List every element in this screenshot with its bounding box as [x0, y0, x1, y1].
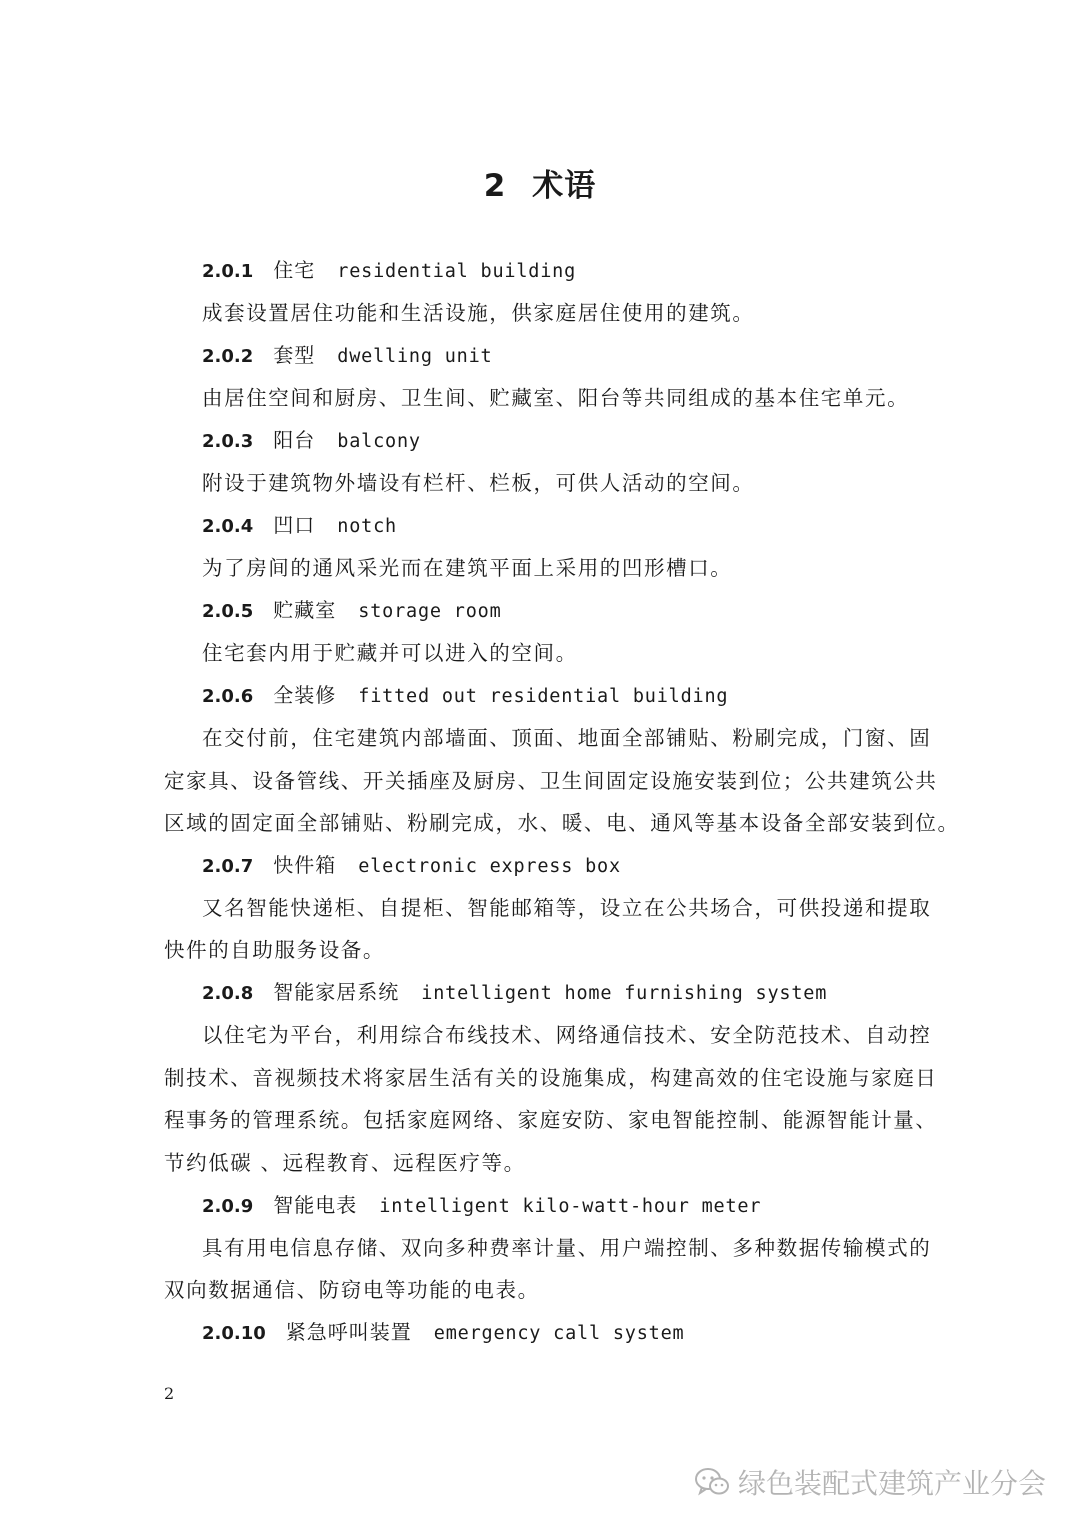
term-number: 2.0.2 [202, 346, 254, 367]
term-number: 2.0.3 [202, 431, 254, 452]
term-definition-line: 又名智能快递柜、自提柜、智能邮箱等，设立在公共场合，可供投递和提取 [202, 896, 932, 920]
term-definition-line: 成套设置居住功能和生活设施，供家庭居住使用的建筑。 [202, 301, 755, 325]
term-english: dwelling unit [337, 346, 493, 367]
term-chinese: 智能电表 [273, 1193, 358, 1217]
term-number: 2.0.9 [202, 1196, 254, 1217]
term-definition-line: 程事务的管理系统。包括家庭网络、家庭安防、家电智能控制、能源智能计量、 [164, 1108, 938, 1132]
page-number: 2 [164, 1384, 175, 1403]
term-number: 2.0.8 [202, 983, 254, 1004]
term-heading [202, 339, 492, 368]
term-chinese: 快件箱 [273, 853, 337, 877]
wechat-icon [694, 1466, 730, 1498]
term-number: 2.0.5 [202, 601, 254, 622]
term-chinese: 全装修 [273, 683, 337, 707]
term-definition-line: 双向数据通信、防窃电等功能的电表。 [164, 1278, 540, 1302]
term-number: 2.0.10 [202, 1323, 266, 1344]
chapter-heading: 术语 [532, 168, 597, 204]
term-heading [202, 424, 421, 453]
term-definition-line: 为了房间的通风采光而在建筑平面上采用的凹形槽口。 [202, 556, 733, 580]
term-english: balcony [337, 431, 421, 452]
watermark-text: 绿色装配式建筑产业分会 [737, 1467, 1046, 1500]
term-definition-line: 具有用电信息存储、双向多种费率计量、用户端控制、多种数据传输模式的 [202, 1236, 932, 1260]
term-number: 2.0.7 [202, 856, 254, 877]
term-heading [202, 849, 621, 878]
term-chinese: 贮藏室 [273, 598, 337, 622]
term-definition-line: 节约低碳 、远程教育、远程医疗等。 [164, 1151, 526, 1175]
term-english: fitted out residential building [358, 686, 729, 707]
term-english: intelligent home furnishing system [421, 983, 828, 1004]
term-chinese: 智能家居系统 [273, 980, 400, 1004]
term-english: emergency call system [433, 1323, 685, 1344]
term-number: 2.0.1 [202, 261, 254, 282]
chapter-number: 2 [483, 168, 507, 204]
term-english: storage room [358, 601, 502, 622]
watermark [694, 1462, 1046, 1502]
term-definition-line: 快件的自助服务设备。 [164, 938, 385, 962]
term-chinese: 套型 [273, 343, 316, 367]
term-heading [202, 679, 728, 708]
term-definition-line: 制技术、音视频技术将家居生活有关的设施集成，构建高效的住宅设施与家庭日 [164, 1066, 938, 1090]
term-heading [202, 976, 827, 1005]
term-definition-line: 定家具、设备管线、开关插座及厨房、卫生间固定设施安装到位；公共建筑公共 [164, 769, 938, 793]
term-chinese: 阳台 [273, 428, 316, 452]
term-english: intelligent kilo-watt-hour meter [379, 1196, 762, 1217]
term-english: residential building [337, 261, 577, 282]
term-chinese: 紧急呼叫装置 [285, 1320, 412, 1344]
term-heading [202, 1316, 684, 1345]
term-chinese: 凹口 [273, 513, 316, 537]
term-english: electronic express box [358, 856, 621, 877]
term-definition-line: 在交付前，住宅建筑内部墙面、顶面、地面全部铺贴、粉刷完成，门窗、固 [202, 726, 932, 750]
term-definition-line: 附设于建筑物外墙设有栏杆、栏板，可供人活动的空间。 [202, 471, 755, 495]
term-heading [202, 1189, 761, 1218]
term-definition-line: 住宅套内用于贮藏并可以进入的空间。 [202, 641, 578, 665]
term-heading [202, 594, 502, 623]
term-number: 2.0.4 [202, 516, 254, 537]
term-definition-line: 区域的固定面全部铺贴、粉刷完成，水、暖、电、通风等基本设备全部安装到位。 [164, 811, 960, 835]
chapter-title [0, 160, 1080, 205]
term-chinese: 住宅 [273, 258, 316, 282]
term-english: notch [337, 516, 397, 537]
term-heading [202, 254, 576, 283]
term-definition-line: 以住宅为平台，利用综合布线技术、网络通信技术、安全防范技术、自动控 [202, 1023, 932, 1047]
term-number: 2.0.6 [202, 686, 254, 707]
term-heading [202, 509, 397, 538]
term-definition-line: 由居住空间和厨房、卫生间、贮藏室、阳台等共同组成的基本住宅单元。 [202, 386, 910, 410]
